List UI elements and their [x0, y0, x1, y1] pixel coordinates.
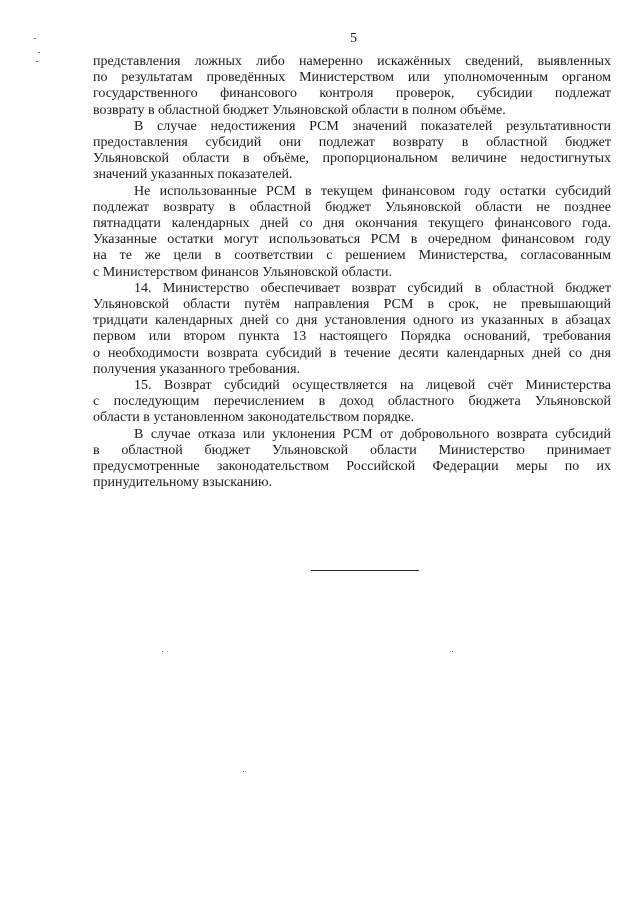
text-line: области в установленном законодательством порядке.	[93, 410, 415, 426]
paragraph-refusal	[93, 427, 611, 492]
text-line: первом или втором пункта 13 настоящего Порядка оснований, требования	[93, 329, 611, 345]
text-line: 14. Министерство обеспечивает возврат субсидий в областной бюджет	[134, 280, 611, 296]
text-line: возврату в областной бюджет Ульяновской области в полном объёме.	[93, 102, 506, 118]
text-line: Ульяновской области в объёме, пропорциональном величине недостигнутых	[93, 151, 611, 167]
text-line: о необходимости возврата субсидий в течение десяти календарных дней со дня	[93, 345, 611, 361]
text-line: Указанные остатки могут использоваться РСМ в очередном финансовом году	[93, 232, 611, 248]
text-line: значений указанных показателей.	[93, 167, 293, 183]
text-line: пятнадцати календарных дней со дня окончания текущего финансового года.	[93, 216, 611, 232]
text-line: В случае недостижения РСМ значений показателей результативности	[134, 118, 611, 134]
text-line: получения указанного требования.	[93, 361, 301, 377]
text-line: принудительному взысканию.	[93, 475, 273, 491]
text-line: на те же цели в соответствии с решением Министерства, согласованным	[93, 248, 611, 264]
text-line: В случае отказа или уклонения РСМ от добровольного возврата субсидий	[134, 426, 611, 442]
text-line: тридцати календарных дней со дня установления одного из указанных в абзацах	[93, 313, 611, 329]
paragraph-item-15	[93, 378, 611, 427]
text-line: представления ложных либо намеренно искажённых сведений, выявленных	[93, 54, 611, 69]
text-line: в областной бюджет Ульяновской области Министерство принимает	[93, 442, 611, 458]
paragraph-performance-indicators	[93, 119, 611, 184]
text-line: предусмотренные законодательством Российской Федерации меры по их	[93, 459, 611, 475]
text-line: с последующим перечислением в доход областного бюджета Ульяновской	[93, 394, 611, 410]
paragraph-item-14	[93, 281, 611, 378]
scan-speck	[36, 61, 38, 62]
text-line: с Министерством финансов Ульяновской области.	[93, 264, 392, 280]
scan-speck	[162, 651, 163, 652]
text-line: Не использованные РСМ в текущем финансовом году остатки субсидий	[134, 183, 611, 199]
document-body	[93, 54, 611, 491]
paragraph-unused-balances	[93, 184, 611, 281]
text-line: по результатам проведённых Министерством или уполномоченным органом	[93, 70, 611, 86]
text-line: 15. Возврат субсидий осуществляется на лицевой счёт Министерства	[134, 378, 611, 394]
closing-divider-line	[311, 570, 419, 571]
text-line: подлежат возврату в областной бюджет Ульяновской области не позднее	[93, 199, 611, 215]
text-line: государственного финансового контроля проверок, субсидии подлежат	[93, 86, 611, 102]
scan-speck	[243, 771, 244, 772]
page-number: 5	[350, 31, 357, 46]
scan-speck	[452, 651, 453, 652]
scan-speck	[38, 52, 40, 53]
scan-speck	[34, 38, 36, 39]
text-line: Ульяновской области путём направления РСМ в срок, не превышающий	[93, 297, 611, 313]
paragraph-continuation	[93, 54, 611, 119]
text-line: предоставления субсидий они подлежат возврату в областной бюджет	[93, 135, 611, 151]
